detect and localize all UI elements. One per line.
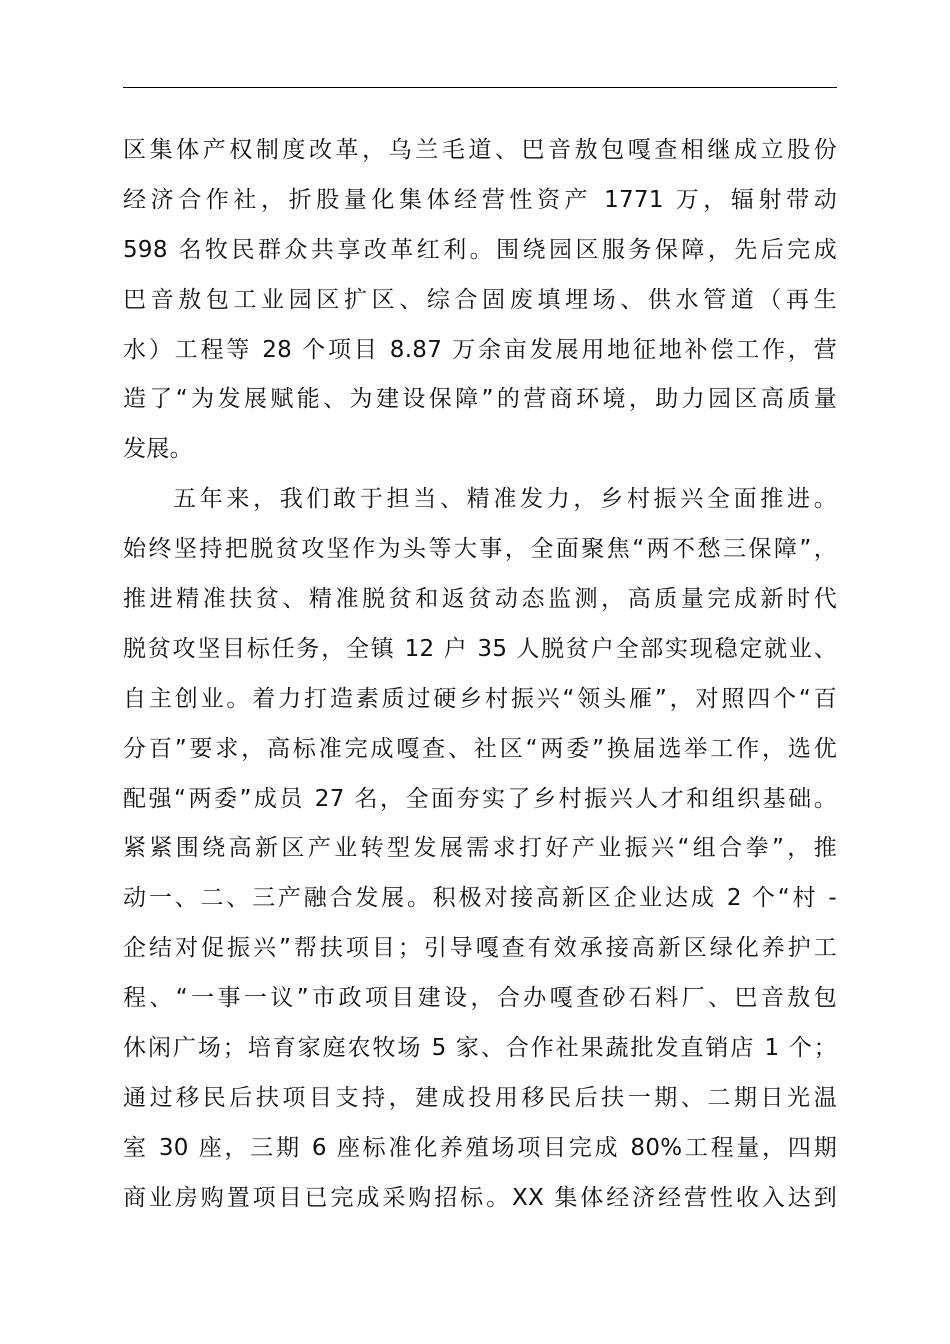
text-line-13: 分百”要求，高标准完成嘎查、社区“两委”换届选举工作，选优 [123,735,837,762]
text-line-9: 始终坚持把脱贫攻坚作为头等大事，全面聚焦“两不愁三保障”， [123,536,837,563]
text-line-12: 自主创业。着力打造素质过硬乡村振兴“领头雁”，对照四个“百 [123,685,837,712]
text-line-16: 动一、二、三产融合发展。积极对接高新区企业达成 2 个“村 - [123,885,837,912]
header-rule [123,87,837,88]
text-line-18: 程、“一事一议”市政项目建设，合办嘎查砂石料厂、巴音敖包 [123,985,837,1012]
text-line-22: 商业房购置项目已完成采购招标。XX 集体经济经营性收入达到 [123,1184,837,1211]
text-line-7: 发展。 [123,436,193,463]
text-line-11: 脱贫攻坚目标任务，全镇 12 户 35 人脱贫户全部实现稳定就业、 [123,635,837,662]
text-line-2: 经济合作社，折股量化集体经营性资产 1771 万，辐射带动 [123,186,837,213]
text-line-17: 企结对促振兴”帮扶项目；引导嘎查有效承接高新区绿化养护工 [123,935,837,962]
text-line-15: 紧紧围绕高新区产业转型发展需求打好产业振兴“组合拳”，推 [123,835,837,862]
text-line-19: 休闲广场；培育家庭农牧场 5 家、合作社果蔬批发直销店 1 个； [123,1035,837,1062]
text-line-10: 推进精准扶贫、精准脱贫和返贫动态监测，高质量完成新时代 [123,586,837,613]
text-line-14: 配强“两委”成员 27 名，全面夯实了乡村振兴人才和组织基础。 [123,785,837,812]
text-line-4: 巴音敖包工业园区扩区、综合固废填埋场、供水管道（再生 [123,286,837,313]
text-line-3: 598 名牧民群众共享改革红利。围绕园区服务保障，先后完成 [123,236,837,263]
text-line-1: 区集体产权制度改革，乌兰毛道、巴音敖包嘎查相继成立股份 [123,137,837,163]
text-line-8: 五年来，我们敢于担当、精准发力，乡村振兴全面推进。 [173,486,837,513]
text-line-20: 通过移民后扶项目支持，建成投用移民后扶一期、二期日光温 [123,1084,837,1111]
text-line-5: 水）工程等 28 个项目 8.87 万余亩发展用地征地补偿工作，营 [123,336,837,363]
text-line-6: 造了“为发展赋能、为建设保障”的营商环境，助力园区高质量 [123,386,837,413]
text-line-21: 室 30 座，三期 6 座标准化养殖场项目完成 80%工程量，四期 [123,1134,837,1161]
body-text [123,126,837,1224]
